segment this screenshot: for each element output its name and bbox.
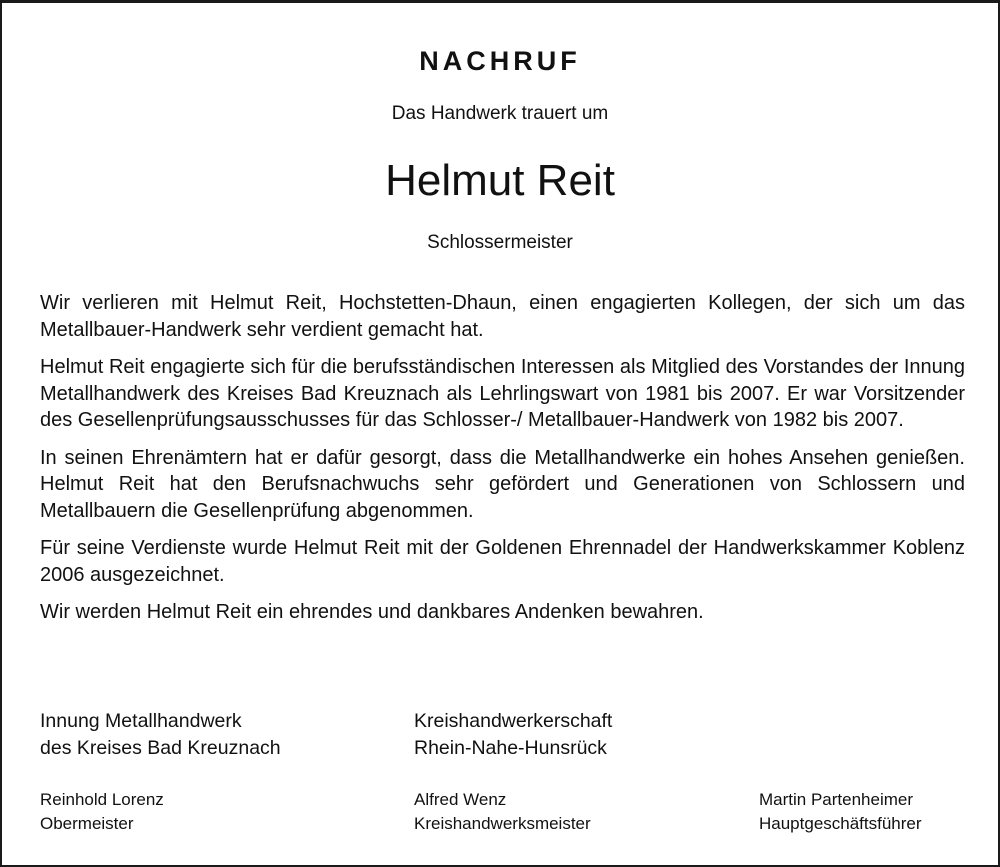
signatory-title: Kreishandwerksmeister xyxy=(414,814,591,833)
signatory xyxy=(759,788,922,836)
signatory-name: Reinhold Lorenz xyxy=(40,790,164,809)
body-paragraph: Für seine Verdienste wurde Helmut Reit mit der Goldenen Ehrennadel der Handwerkskammer Koblenz 2006 ausgezeichnet. xyxy=(40,537,965,586)
organization-region: des Kreises Bad Kreuznach xyxy=(40,736,281,759)
signatory xyxy=(414,788,591,836)
notice-body xyxy=(40,290,965,637)
notice-intro: Das Handwerk trauert um xyxy=(391,103,609,124)
body-paragraph: Helmut Reit engagierte sich für die berufsständischen Interessen als Mitglied des Vorstandes der Innung Metallhandwerk des Kreises Bad Kreuznach als Lehrlingswart von 1981 bis 2007. Er war Vorsitzender des Gesellenprüfungsausschusses für das Schlosser-/ Metallbauer-Handwerk von 1982 bis 2007. xyxy=(40,356,965,431)
body-paragraph: Wir werden Helmut Reit ein ehrendes und dankbares Andenken bewahren. xyxy=(40,601,704,623)
signatory-title: Hauptgeschäftsführer xyxy=(759,814,922,833)
organization-region: Rhein-Nahe-Hunsrück xyxy=(414,736,607,759)
organization-name: Kreishandwerkerschaft xyxy=(414,710,613,732)
signatory-name: Martin Partenheimer xyxy=(759,790,914,809)
deceased-profession: Schlossermeister xyxy=(427,232,573,253)
body-paragraph: In seinen Ehrenämtern hat er dafür gesorgt, dass die Metallhandwerke ein hohes Ansehen genießen. Helmut Reit hat den Berufsnachwuchs sehr gefördert und Generationen von Schlossern und Metallbauern die Gesellenprüfung abgenommen. xyxy=(40,446,965,522)
organization-kreishandwerkerschaft xyxy=(414,708,612,761)
signatory xyxy=(40,788,164,836)
body-paragraph: Wir verlieren mit Helmut Reit, Hochstetten-Dhaun, einen engagierten Kollegen, der sich um das Metallbauer-Handwerk sehr verdient gemacht hat. xyxy=(40,292,965,341)
signatory-name: Alfred Wenz xyxy=(414,790,507,809)
deceased-name: Helmut Reit xyxy=(385,156,615,205)
signatory-title: Obermeister xyxy=(40,814,134,833)
organization-innung xyxy=(40,708,281,761)
organization-name: Innung Metallhandwerk xyxy=(40,710,242,732)
notice-title: NACHRUF xyxy=(419,46,581,76)
